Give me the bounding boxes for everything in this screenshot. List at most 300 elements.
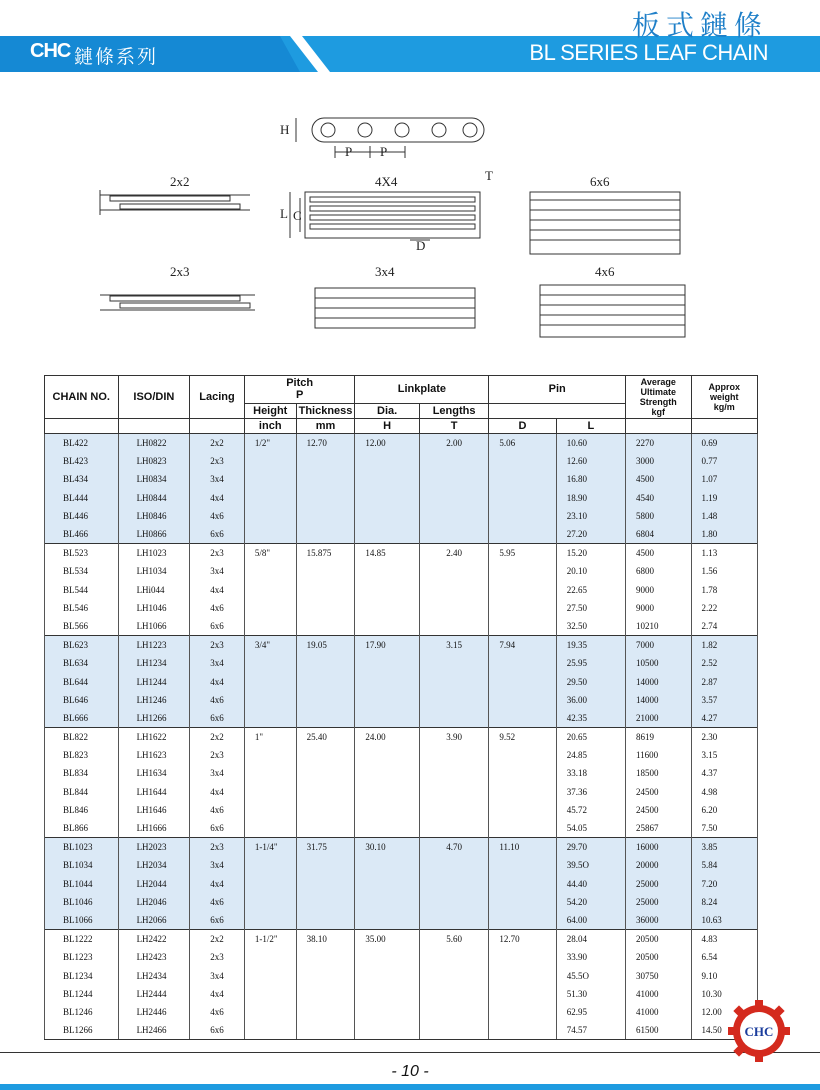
cell-thickness: 3.90	[419, 728, 489, 747]
cell-dia	[489, 599, 556, 617]
cell-lacing: 4x6	[190, 801, 245, 819]
cell-lacing: 2x3	[190, 636, 245, 655]
cell-height	[355, 672, 419, 690]
cell-chain-no: BL834	[45, 764, 119, 782]
cell-length: 27.50	[556, 599, 625, 617]
cell-mm: 12.70	[296, 434, 355, 453]
chc-logo-text: CHC	[744, 1024, 774, 1039]
cell-weight: 4.37	[691, 764, 757, 782]
cell-chain-no: BL1044	[45, 875, 119, 893]
cell-chain-no: BL546	[45, 599, 119, 617]
cell-weight: 2.52	[691, 654, 757, 672]
cell-length: 42.35	[556, 709, 625, 728]
cell-thickness	[419, 801, 489, 819]
th-chain-no: CHAIN NO.	[45, 376, 119, 419]
cell-iso-din: LH0823	[118, 452, 190, 470]
cell-chain-no: BL644	[45, 672, 119, 690]
cell-thickness	[419, 893, 489, 911]
cell-strength: 16000	[626, 838, 692, 857]
table-row	[45, 581, 758, 599]
cell-weight: 1.13	[691, 544, 757, 563]
cell-iso-din: LH2466	[118, 1021, 190, 1040]
cell-thickness	[419, 672, 489, 690]
cell-lacing: 4x4	[190, 672, 245, 690]
label-H: H	[280, 122, 290, 137]
cell-inch: 5/8"	[244, 544, 296, 563]
cell-length: 51.30	[556, 985, 625, 1003]
cell-inch	[244, 746, 296, 764]
cell-strength: 61500	[626, 1021, 692, 1040]
cell-chain-no: BL844	[45, 783, 119, 801]
cell-chain-no: BL822	[45, 728, 119, 747]
cell-inch	[244, 507, 296, 525]
cell-iso-din: LH1634	[118, 764, 190, 782]
cell-thickness	[419, 709, 489, 728]
cell-dia	[489, 617, 556, 636]
cell-chain-no: BL534	[45, 562, 119, 580]
cell-mm	[296, 966, 355, 984]
cell-lacing: 2x2	[190, 434, 245, 453]
cell-height	[355, 875, 419, 893]
table-row	[45, 838, 758, 857]
cell-length: 29.50	[556, 672, 625, 690]
cell-lacing: 6x6	[190, 525, 245, 544]
cell-inch	[244, 893, 296, 911]
page-title-cn: 板式鏈條	[631, 9, 768, 42]
label-6x6: 6x6	[590, 174, 610, 189]
cell-strength: 14000	[626, 691, 692, 709]
cell-thickness	[419, 783, 489, 801]
table-row	[45, 1021, 758, 1040]
cell-strength: 18500	[626, 764, 692, 782]
cell-lacing: 3x4	[190, 966, 245, 984]
cell-thickness	[419, 654, 489, 672]
cell-strength: 5800	[626, 507, 692, 525]
cell-height	[355, 966, 419, 984]
cell-lacing: 3x4	[190, 856, 245, 874]
cell-iso-din: LHi044	[118, 581, 190, 599]
cell-length: 33.90	[556, 948, 625, 966]
series-title-cn: 鏈條系列	[74, 46, 159, 68]
cell-height	[355, 856, 419, 874]
cell-mm	[296, 489, 355, 507]
cell-mm	[296, 746, 355, 764]
footer-band	[0, 1084, 820, 1090]
cell-mm	[296, 893, 355, 911]
cell-strength: 24500	[626, 801, 692, 819]
cell-dia	[489, 764, 556, 782]
table-row	[45, 746, 758, 764]
cell-inch	[244, 525, 296, 544]
cell-weight: 7.20	[691, 875, 757, 893]
cell-height	[355, 783, 419, 801]
cell-inch	[244, 801, 296, 819]
cell-inch	[244, 819, 296, 838]
th-lacing: Lacing	[190, 376, 245, 419]
cell-strength: 9000	[626, 599, 692, 617]
cell-dia: 7.94	[489, 636, 556, 655]
cell-iso-din: LH1646	[118, 801, 190, 819]
cell-dia: 5.95	[489, 544, 556, 563]
cell-dia	[489, 783, 556, 801]
cell-inch	[244, 672, 296, 690]
table-row	[45, 709, 758, 728]
cell-iso-din: LH0866	[118, 525, 190, 544]
cell-dia: 5.06	[489, 434, 556, 453]
cell-lacing: 4x6	[190, 1003, 245, 1021]
cell-weight: 4.27	[691, 709, 757, 728]
lacing-4x4	[290, 192, 480, 240]
cell-length: 19.35	[556, 636, 625, 655]
chain-group	[45, 728, 758, 838]
cell-weight: 3.85	[691, 838, 757, 857]
cell-mm	[296, 856, 355, 874]
table-row	[45, 452, 758, 470]
table-row	[45, 985, 758, 1003]
cell-dia	[489, 525, 556, 544]
chain-group	[45, 930, 758, 1040]
cell-dia	[489, 893, 556, 911]
cell-mm	[296, 654, 355, 672]
cell-dia	[489, 948, 556, 966]
table-row	[45, 783, 758, 801]
table-row	[45, 507, 758, 525]
cell-dia	[489, 452, 556, 470]
cell-height	[355, 819, 419, 838]
cell-iso-din: LH1622	[118, 728, 190, 747]
leaf-chain-spec-table	[44, 375, 758, 1040]
cell-thickness	[419, 985, 489, 1003]
cell-weight: 14.50	[691, 1021, 757, 1040]
cell-length: 62.95	[556, 1003, 625, 1021]
cell-inch	[244, 875, 296, 893]
cell-thickness	[419, 617, 489, 636]
cell-strength: 20000	[626, 856, 692, 874]
cell-thickness	[419, 489, 489, 507]
cell-chain-no: BL1244	[45, 985, 119, 1003]
table-row	[45, 893, 758, 911]
cell-length: 74.57	[556, 1021, 625, 1040]
cell-chain-no: BL1234	[45, 966, 119, 984]
cell-strength: 21000	[626, 709, 692, 728]
cell-weight: 6.20	[691, 801, 757, 819]
cell-weight: 5.84	[691, 856, 757, 874]
label-D: D	[416, 238, 426, 253]
table-row	[45, 948, 758, 966]
cell-lacing: 6x6	[190, 819, 245, 838]
cell-iso-din: LH2446	[118, 1003, 190, 1021]
cell-thickness	[419, 746, 489, 764]
cell-lacing: 4x4	[190, 489, 245, 507]
cell-inch	[244, 1003, 296, 1021]
side-view	[296, 118, 484, 158]
cell-chain-no: BL446	[45, 507, 119, 525]
cell-length: 44.40	[556, 875, 625, 893]
cell-weight: 8.24	[691, 893, 757, 911]
cell-thickness: 2.40	[419, 544, 489, 563]
cell-height	[355, 654, 419, 672]
cell-dia	[489, 470, 556, 488]
cell-height	[355, 709, 419, 728]
cell-dia: 12.70	[489, 930, 556, 949]
cell-lacing: 3x4	[190, 654, 245, 672]
cell-thickness	[419, 525, 489, 544]
cell-iso-din: LH0822	[118, 434, 190, 453]
cell-mm	[296, 1021, 355, 1040]
cell-weight: 0.69	[691, 434, 757, 453]
lacing-2x2	[100, 190, 250, 215]
chain-diagram	[90, 100, 730, 360]
cell-weight: 3.57	[691, 691, 757, 709]
cell-iso-din: LH1223	[118, 636, 190, 655]
cell-mm: 25.40	[296, 728, 355, 747]
cell-strength: 7000	[626, 636, 692, 655]
cell-iso-din: LH2423	[118, 948, 190, 966]
label-C: C	[293, 208, 302, 223]
cell-length: 37.36	[556, 783, 625, 801]
cell-iso-din: LH2434	[118, 966, 190, 984]
cell-strength: 8619	[626, 728, 692, 747]
cell-lacing: 6x6	[190, 617, 245, 636]
cell-thickness: 3.15	[419, 636, 489, 655]
cell-dia	[489, 709, 556, 728]
table-row	[45, 875, 758, 893]
cell-strength: 41000	[626, 985, 692, 1003]
cell-lacing: 2x3	[190, 544, 245, 563]
cell-inch: 1-1/4"	[244, 838, 296, 857]
cell-chain-no: BL634	[45, 654, 119, 672]
cell-mm	[296, 764, 355, 782]
cell-mm: 38.10	[296, 930, 355, 949]
cell-strength: 25000	[626, 875, 692, 893]
label-L: L	[280, 206, 288, 221]
cell-inch: 1/2"	[244, 434, 296, 453]
cell-thickness	[419, 911, 489, 930]
cell-weight: 1.82	[691, 636, 757, 655]
cell-mm	[296, 452, 355, 470]
lacing-3x4	[315, 288, 475, 328]
cell-height	[355, 489, 419, 507]
cell-lacing: 4x4	[190, 985, 245, 1003]
cell-height: 14.85	[355, 544, 419, 563]
cell-thickness	[419, 562, 489, 580]
cell-lacing: 4x6	[190, 507, 245, 525]
cell-weight: 2.30	[691, 728, 757, 747]
cell-weight: 1.19	[691, 489, 757, 507]
cell-inch	[244, 581, 296, 599]
cell-mm	[296, 911, 355, 930]
cell-iso-din: LH1246	[118, 691, 190, 709]
cell-lacing: 6x6	[190, 911, 245, 930]
cell-height	[355, 507, 419, 525]
cell-dia	[489, 562, 556, 580]
table-row	[45, 764, 758, 782]
table-row	[45, 801, 758, 819]
cell-chain-no: BL566	[45, 617, 119, 636]
cell-length: 18.90	[556, 489, 625, 507]
cell-mm	[296, 525, 355, 544]
cell-chain-no: BL1222	[45, 930, 119, 949]
cell-height: 17.90	[355, 636, 419, 655]
cell-chain-no: BL523	[45, 544, 119, 563]
cell-strength: 14000	[626, 672, 692, 690]
table-row	[45, 856, 758, 874]
th-pitch: Pitch P	[244, 376, 355, 404]
cell-length: 29.70	[556, 838, 625, 857]
cell-thickness	[419, 875, 489, 893]
th-thickness: Thickness	[296, 403, 355, 418]
cell-length: 45.72	[556, 801, 625, 819]
cell-inch	[244, 985, 296, 1003]
cell-iso-din: LH1034	[118, 562, 190, 580]
cell-length: 10.60	[556, 434, 625, 453]
chain-group	[45, 544, 758, 636]
cell-thickness: 2.00	[419, 434, 489, 453]
cell-mm	[296, 581, 355, 599]
cell-chain-no: BL866	[45, 819, 119, 838]
cell-dia	[489, 875, 556, 893]
chain-group	[45, 838, 758, 930]
th-L: L	[556, 419, 625, 434]
cell-length: 54.05	[556, 819, 625, 838]
th-lengths: Lengths	[419, 403, 489, 418]
cell-weight: 0.77	[691, 452, 757, 470]
th-dia: Dia.	[355, 403, 419, 418]
table-row	[45, 434, 758, 453]
table-row	[45, 1003, 758, 1021]
cell-thickness	[419, 691, 489, 709]
cell-height	[355, 801, 419, 819]
cell-height	[355, 764, 419, 782]
label-2x2: 2x2	[170, 174, 190, 189]
cell-iso-din: LH1234	[118, 654, 190, 672]
label-T: T	[485, 168, 493, 183]
cell-mm: 19.05	[296, 636, 355, 655]
cell-iso-din: LH1666	[118, 819, 190, 838]
cell-inch	[244, 856, 296, 874]
cell-length: 16.80	[556, 470, 625, 488]
th-linkplate: Linkplate	[355, 376, 489, 404]
cell-lacing: 2x3	[190, 838, 245, 857]
label-P1: P	[345, 144, 353, 159]
cell-height	[355, 948, 419, 966]
cell-height	[355, 562, 419, 580]
cell-height	[355, 599, 419, 617]
cell-dia	[489, 489, 556, 507]
cell-height	[355, 893, 419, 911]
cell-weight: 6.54	[691, 948, 757, 966]
table-row	[45, 911, 758, 930]
cell-length: 27.20	[556, 525, 625, 544]
cell-lacing: 6x6	[190, 709, 245, 728]
th-weight: Approx weight kg/m	[691, 376, 757, 419]
label-3x4: 3x4	[375, 264, 395, 279]
table-row	[45, 544, 758, 563]
cell-iso-din: LH2066	[118, 911, 190, 930]
cell-strength: 20500	[626, 948, 692, 966]
cell-inch	[244, 489, 296, 507]
cell-mm	[296, 783, 355, 801]
cell-thickness	[419, 856, 489, 874]
cell-chain-no: BL646	[45, 691, 119, 709]
cell-strength: 9000	[626, 581, 692, 599]
cell-lacing: 3x4	[190, 764, 245, 782]
cell-iso-din: LH0846	[118, 507, 190, 525]
cell-inch: 1-1/2"	[244, 930, 296, 949]
cell-height	[355, 691, 419, 709]
cell-mm	[296, 875, 355, 893]
cell-mm: 15.875	[296, 544, 355, 563]
cell-strength: 4500	[626, 470, 692, 488]
cell-height: 35.00	[355, 930, 419, 949]
cell-mm	[296, 562, 355, 580]
cell-iso-din: LH2422	[118, 930, 190, 949]
cell-inch	[244, 1021, 296, 1040]
th-pin: Pin	[489, 376, 626, 404]
table-row	[45, 489, 758, 507]
cell-strength: 2270	[626, 434, 692, 453]
cell-chain-no: BL444	[45, 489, 119, 507]
cell-mm	[296, 470, 355, 488]
cell-weight: 9.10	[691, 966, 757, 984]
cell-length: 32.50	[556, 617, 625, 636]
cell-inch	[244, 709, 296, 728]
cell-height	[355, 581, 419, 599]
cell-inch: 3/4"	[244, 636, 296, 655]
cell-chain-no: BL666	[45, 709, 119, 728]
cell-strength: 20500	[626, 930, 692, 949]
cell-mm	[296, 709, 355, 728]
cell-weight: 1.78	[691, 581, 757, 599]
cell-chain-no: BL1223	[45, 948, 119, 966]
cell-length: 24.85	[556, 746, 625, 764]
cell-iso-din: LH1023	[118, 544, 190, 563]
cell-weight: 1.80	[691, 525, 757, 544]
cell-lacing: 4x6	[190, 893, 245, 911]
cell-mm	[296, 801, 355, 819]
cell-length: 22.65	[556, 581, 625, 599]
page-title-en: BL SERIES LEAF CHAIN	[529, 40, 768, 65]
cell-chain-no: BL1034	[45, 856, 119, 874]
cell-length: 20.65	[556, 728, 625, 747]
table-row	[45, 636, 758, 655]
cell-thickness	[419, 1021, 489, 1040]
th-iso-din: ISO/DIN	[118, 376, 190, 419]
cell-dia	[489, 911, 556, 930]
lacing-4x6	[540, 285, 685, 337]
cell-mm	[296, 507, 355, 525]
th-T: T	[419, 419, 489, 434]
cell-dia	[489, 654, 556, 672]
table-row	[45, 470, 758, 488]
cell-inch	[244, 911, 296, 930]
cell-chain-no: BL434	[45, 470, 119, 488]
label-4x4: 4X4	[375, 174, 398, 189]
cell-weight: 7.50	[691, 819, 757, 838]
label-2x3: 2x3	[170, 264, 190, 279]
cell-inch: 1"	[244, 728, 296, 747]
cell-thickness	[419, 581, 489, 599]
th-inch: inch	[244, 419, 296, 434]
cell-inch	[244, 764, 296, 782]
th-H: H	[355, 419, 419, 434]
cell-strength: 36000	[626, 911, 692, 930]
cell-height	[355, 985, 419, 1003]
cell-inch	[244, 470, 296, 488]
cell-weight: 10.63	[691, 911, 757, 930]
cell-length: 39.5O	[556, 856, 625, 874]
th-mm: mm	[296, 419, 355, 434]
